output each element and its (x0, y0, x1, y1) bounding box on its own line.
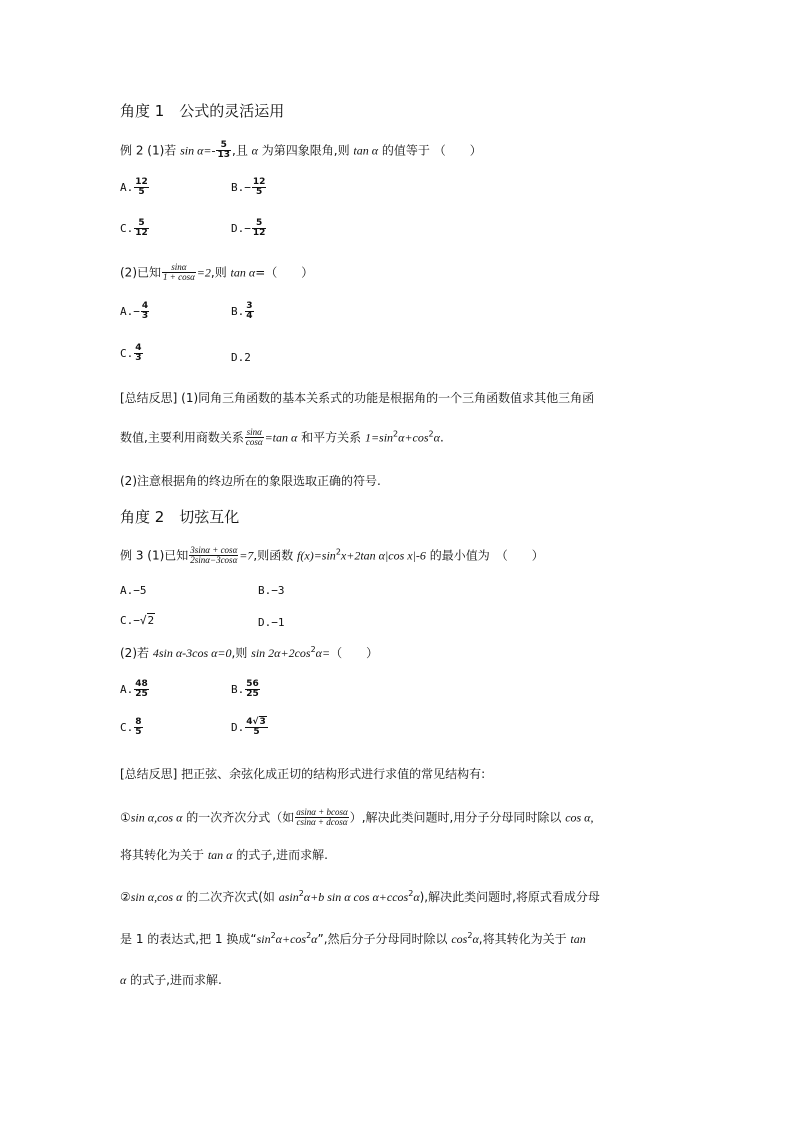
identity-expr: α (311, 932, 318, 946)
function-expr: f(x)=sin (297, 548, 336, 563)
superscript: 2 (428, 429, 434, 439)
frac-num: 4 (141, 301, 149, 311)
option-d[interactable] (231, 352, 251, 363)
option-label: C. (120, 614, 134, 627)
option-label: D. (231, 221, 245, 235)
summary-1-line-1: [总结反思] (1)同角三角函数的基本关系式的功能是根据角的一个三角函数值求其他三角函 (120, 391, 595, 405)
option-fraction (134, 718, 142, 738)
sin-alpha: sin α (180, 143, 204, 158)
radicand: 3 (259, 717, 266, 727)
frac-num: 5 (220, 140, 227, 150)
target-expr: sin 2α+2cos (251, 646, 311, 660)
tan: tan (570, 932, 586, 946)
option-label: D. (258, 616, 272, 629)
coef: 4 (246, 717, 253, 727)
frac-num: 3sinα + cosα (190, 545, 238, 555)
q-prefix: 例 2 (1)若 (120, 143, 181, 158)
equals-neg: =- (203, 143, 216, 158)
summary-1-line-3: (2)注意根据角的终边所在的象限选取正确的符号. (120, 474, 381, 488)
summary-text: 和平方关系 (297, 430, 365, 445)
frac-den: 4 (246, 311, 253, 322)
option-d[interactable] (258, 617, 285, 628)
option-fraction (141, 302, 149, 322)
option-label: D. (231, 720, 245, 734)
example-2-question-1 (120, 141, 482, 161)
option-value: −3 (271, 584, 285, 597)
summary-text: ”,然后分子分母同时除以 (317, 932, 452, 946)
q-text: ,则函数 (253, 548, 298, 563)
summary-text: ),解决此类问题时,将原式看成分母 (419, 890, 600, 904)
summary-2-line-2 (120, 808, 593, 828)
superscript: 2 (298, 889, 304, 898)
option-b[interactable] (231, 302, 255, 322)
pythag-identity: α+cos (398, 430, 429, 445)
option-label: D. (231, 351, 245, 364)
summary-2-line-5 (120, 933, 586, 945)
option-b[interactable] (231, 680, 261, 700)
superscript: 2 (393, 429, 399, 439)
pythag-identity: 1=sin (364, 430, 394, 445)
example-3-question-1 (120, 546, 544, 566)
superscript: 2 (306, 931, 312, 940)
option-c[interactable] (120, 718, 144, 738)
section-1-title: 角度 1 公式的灵活运用 (120, 102, 285, 120)
equals: =2 (196, 265, 211, 280)
summary-text: 的式子,进而求解. (232, 848, 328, 862)
tan-alpha: tan α (207, 848, 233, 862)
superscript: 2 (335, 547, 341, 557)
option-c[interactable] (120, 615, 155, 626)
cos-alpha: cos α, (565, 810, 594, 825)
superscript: 2 (408, 889, 414, 898)
option-label: A. (120, 682, 134, 696)
summary-2-line-1: [总结反思] 把正弦、余弦化成正切的结构形式进行求值的常见结构有: (120, 767, 486, 781)
fraction (162, 263, 196, 283)
frac-num: 12 (135, 177, 148, 187)
q-tail: （ ） (330, 646, 379, 660)
frac-den: 25 (135, 689, 148, 700)
sin-cos-expr: sin α,cos α (130, 890, 183, 904)
fraction (189, 546, 238, 566)
summary-text: ）,解决此类问题时,用分子分母同时除以 (349, 810, 566, 825)
superscript: 2 (270, 931, 276, 940)
tan-alpha: =tan α (264, 430, 298, 445)
option-fraction (134, 178, 149, 198)
option-b[interactable] (258, 585, 285, 596)
alpha: α (120, 973, 127, 987)
option-fraction (134, 219, 149, 239)
frac-den: 5 (245, 727, 268, 737)
option-label: C. (120, 720, 134, 734)
quadratic-expr: α (413, 890, 420, 904)
option-fraction (252, 178, 267, 198)
fraction (216, 141, 231, 161)
summary-text: 的式子,进而求解. (126, 973, 222, 987)
frac-num: asinα + bcosα (296, 807, 348, 817)
frac-num: 4 (135, 343, 142, 353)
identity-expr: α+cos (275, 932, 307, 946)
option-label: A. (120, 180, 134, 194)
option-fraction (134, 680, 149, 700)
summary-text: 是 1 的表达式,把 1 换成“ (120, 932, 257, 946)
sqrt-icon: √ (139, 614, 147, 627)
option-label: C. (120, 221, 134, 235)
summary-text: 的一次齐次分式（如 (182, 810, 295, 825)
frac-den: 5 (134, 187, 149, 197)
option-d[interactable] (231, 718, 269, 738)
summary-2-line-6 (120, 974, 222, 986)
frac-den: 13 (217, 150, 231, 161)
option-label: B. (258, 584, 272, 597)
q-prefix: 例 3 (1)已知 (120, 548, 189, 563)
option-c[interactable] (120, 344, 144, 364)
q-tail: =（ ） (255, 265, 314, 280)
summary-text: ,将其转化为关于 (478, 932, 571, 946)
quadratic-expr: asin (278, 890, 299, 904)
frac-den: csinα + dcosα (296, 817, 348, 828)
q-text: ,则 (231, 646, 252, 660)
cos-squared: cos (451, 932, 468, 946)
frac-num: 5 (256, 218, 263, 228)
pythag-identity: α (433, 430, 440, 445)
option-label: C. (120, 346, 134, 360)
q-text: ,且 (232, 143, 252, 158)
frac-num: sinα (246, 427, 262, 437)
option-d[interactable] (231, 219, 267, 239)
option-b[interactable] (231, 178, 267, 198)
frac-den: 12 (135, 228, 148, 239)
frac-num: 4√3 (246, 717, 266, 727)
frac-den: 1 + cosα (163, 272, 195, 283)
q-prefix: (2)若 (120, 646, 153, 660)
linear-fraction (295, 808, 349, 828)
q-tail: 的最小值为 （ ） (425, 548, 544, 563)
radicand: 2 (147, 614, 155, 627)
option-value: −5 (133, 584, 147, 597)
q-text: ,则 (210, 265, 231, 280)
option-fraction (252, 219, 267, 239)
option-a[interactable] (120, 302, 150, 322)
quadratic-expr: α+b sin α cos α+ccos (303, 890, 409, 904)
option-label: A. (120, 584, 134, 597)
frac-den: 3 (141, 311, 149, 322)
superscript: 2 (310, 645, 316, 654)
summary-text: 将其转化为关于 (120, 848, 208, 862)
q-prefix: (2)已知 (120, 265, 161, 280)
frac-num: sinα (171, 262, 187, 272)
circled-number: ② (120, 890, 131, 904)
option-value: −1 (271, 616, 285, 629)
option-fraction (245, 718, 268, 738)
frac-num: 5 (138, 218, 145, 228)
option-a[interactable] (120, 178, 150, 198)
option-sign: − (133, 614, 140, 627)
period: . (439, 430, 444, 445)
frac-den: 5 (135, 727, 142, 738)
frac-num: 3 (246, 301, 253, 311)
function-expr: x+2tan α|cos x|-6 (340, 548, 426, 563)
quotient-fraction (245, 428, 264, 448)
frac-num: 56 (246, 679, 259, 689)
frac-num: 12 (252, 177, 266, 187)
summary-2-line-3 (120, 849, 328, 861)
option-sign: − (244, 221, 251, 235)
summary-text: 的二次齐次式(如 (182, 890, 279, 904)
option-fraction (245, 680, 260, 700)
example-2-question-2 (120, 263, 313, 283)
alpha: α (251, 143, 258, 158)
option-fraction (134, 344, 142, 364)
option-label: A. (120, 304, 134, 318)
tan-alpha: tan α (230, 265, 256, 280)
option-value: 2 (244, 351, 251, 364)
option-label: B. (231, 180, 245, 194)
tan-alpha: tan α (353, 143, 379, 158)
option-sign: − (133, 304, 140, 318)
equals: =7 (239, 548, 254, 563)
cos-squared: α (472, 932, 479, 946)
summary-2-line-4 (120, 891, 600, 903)
frac-num: 8 (135, 717, 142, 727)
q-tail: 的值等于 （ ） (378, 143, 482, 158)
frac-num: 48 (135, 679, 148, 689)
frac-den: 2sinα−3cosα (190, 555, 238, 566)
option-a[interactable] (120, 680, 150, 700)
option-label: B. (231, 304, 245, 318)
frac-den: cosα (245, 437, 263, 448)
summary-text: 数值,主要利用商数关系 (120, 430, 244, 445)
option-a[interactable] (120, 585, 147, 596)
sin-cos-expr: sin α,cos α (130, 810, 183, 825)
circled-number: ① (120, 810, 131, 825)
section-2-title: 角度 2 切弦互化 (120, 508, 240, 526)
summary-1-line-2 (120, 428, 444, 448)
superscript: 2 (467, 931, 473, 940)
frac-den: 3 (135, 353, 142, 364)
target-expr: α= (315, 646, 331, 660)
option-label: B. (231, 682, 245, 696)
frac-den: 5 (252, 187, 267, 197)
option-sign: − (244, 180, 251, 194)
frac-den: 12 (252, 228, 266, 239)
identity-expr: sin (256, 932, 271, 946)
q-text: 为第四象限角,则 (257, 143, 354, 158)
frac-den: 25 (246, 689, 259, 700)
option-fraction (245, 302, 253, 322)
example-3-question-2 (120, 647, 378, 659)
condition-expr: 4sin α-3cos α=0 (152, 646, 232, 660)
option-c[interactable] (120, 219, 150, 239)
